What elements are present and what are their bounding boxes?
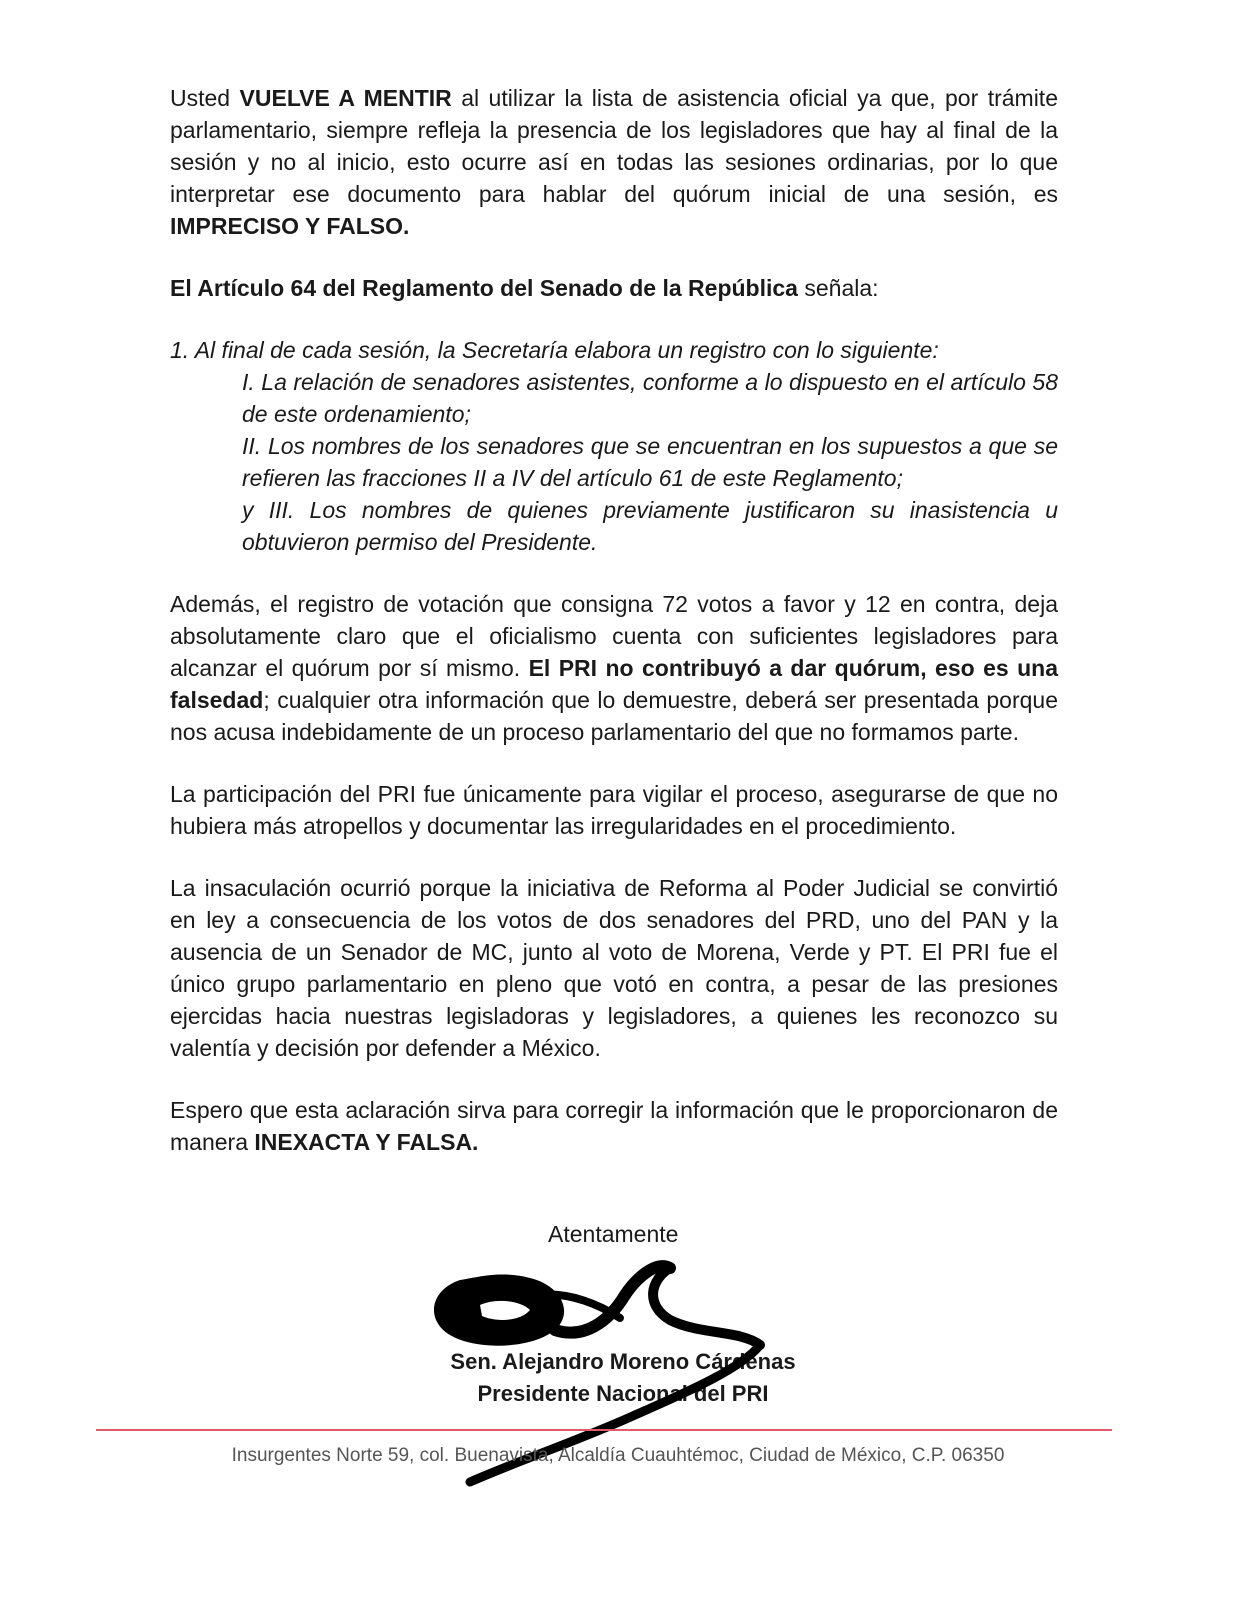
footer-address: Insurgentes Norte 59, col. Buenavista, Alcaldía Cuauhtémoc, Ciudad de México, C.P. 06350	[231, 1445, 1005, 1466]
p3-text-1: Además, el registro de votación que consigna 72 votos a favor y 12 en contra, deja absolutamente claro que el oficialismo cuenta con suficientes legisladores para alcanzar el quórum por sí mismo.	[170, 591, 1058, 681]
p3-text-2: ; cualquier otra información que lo demuestre, deberá ser presentada porque nos acusa indebidamente de un proceso parlamentario del que no formamos parte.	[170, 687, 1058, 745]
paragraph-4: La participación del PRI fue únicamente para vigilar el proceso, asegurarse de que no hubiera más atropellos y documentar las irregularidades en el procedimiento.	[170, 781, 1058, 839]
p6-text-1: Espero que esta aclaración sirva para corregir la información que le proporcionaron de manera	[170, 1097, 1058, 1155]
p6-bold-1: INEXACTA Y FALSA.	[254, 1129, 479, 1155]
signature-block	[0, 1346, 1236, 1410]
p1-bold-1: VUELVE A MENTIR	[239, 85, 452, 111]
quote-item-3: y III. Los nombres de quienes previamente justificaron su inasistencia u obtuvieron permiso del Presidente.	[242, 497, 1058, 555]
p1-bold-2: IMPRECISO Y FALSO.	[170, 213, 410, 239]
paragraph-3	[170, 588, 1058, 748]
p1-text-2: al utilizar la lista de asistencia oficial ya que, por trámite parlamentario, siempre refleja la presencia de los legisladores que hay al final de la sesión y no al inicio, esto ocurre así en todas las sesiones ordinarias, por lo que interpretar ese documento para hablar del quórum inicial de una sesión, es	[170, 85, 1058, 207]
p2-text-1: señala:	[797, 275, 879, 301]
footer-divider	[96, 1429, 1112, 1431]
paragraph-5: La insaculación ocurrió porque la iniciativa de Reforma al Poder Judicial se convirtió en ley a consecuencia de los votos de dos senadores del PRD, uno del PAN y la ausencia de un Senador de MC, junto al voto de Morena, Verde y PT. El PRI fue el único grupo parlamentario en pleno que votó en contra, a pesar de las presiones ejercidas hacia nuestras legisladoras y legisladores, a quienes les reconozco su valentía y decisión por defender a México.	[170, 875, 1058, 1061]
paragraph-1	[170, 82, 1058, 242]
closing-text: Atentamente	[548, 1221, 679, 1247]
paragraph-6	[170, 1094, 1058, 1158]
signer-name: Sen. Alejandro Moreno Cárdenas	[450, 1349, 796, 1374]
article-quote	[170, 334, 1058, 558]
letter-body	[170, 82, 1058, 1188]
quote-intro: 1. Al final de cada sesión, la Secretaría elabora un registro con lo siguiente:	[170, 337, 939, 363]
article-reference: El Artículo 64 del Reglamento del Senado de la República	[170, 275, 798, 301]
p1-text-1: Usted	[170, 85, 240, 111]
quote-item-2: II. Los nombres de los senadores que se encuentran en los supuestos a que se refieren las fracciones II a IV del artículo 61 de este Reglamento;	[242, 433, 1058, 491]
paragraph-2	[170, 272, 1058, 304]
quote-item-1: I. La relación de senadores asistentes, conforme a lo dispuesto en el artículo 58 de este ordenamiento;	[242, 369, 1058, 427]
p3-bold-1: El PRI no contribuyó a dar quórum, eso es una falsedad	[170, 655, 1058, 713]
signer-title: Presidente Nacional del PRI	[477, 1381, 769, 1406]
